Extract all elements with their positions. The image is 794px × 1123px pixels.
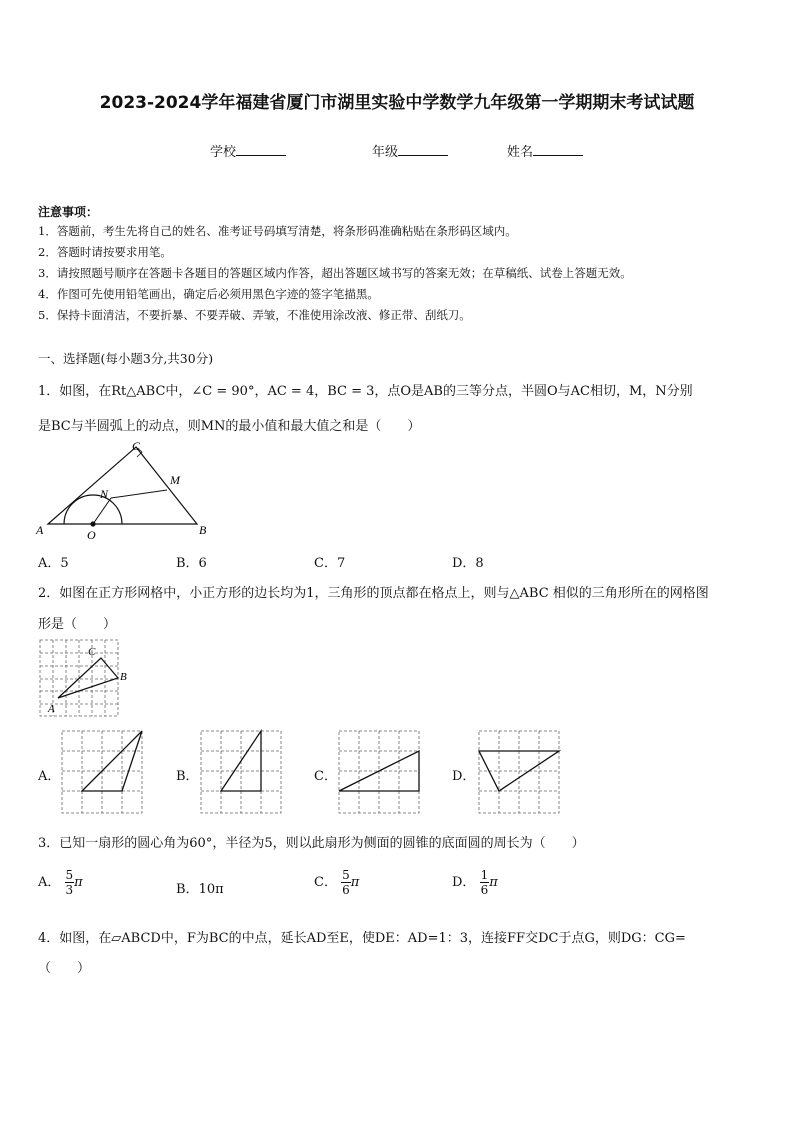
q1-text-line1: 1．如图，在Rt△ABC中，∠C = 90°，AC = 4，BC = 3，点O是AB的三等分点，半圆O与AC相切，M，N分别 <box>38 384 693 399</box>
q2-option-a[interactable]: A． <box>38 769 61 784</box>
q3-option-a-letter: A． <box>38 875 61 890</box>
q1-label-b: B <box>199 523 207 537</box>
q1-option-a[interactable]: A．5 <box>38 556 69 571</box>
section-heading: 一、选择题(每小题3分,共30分) <box>38 351 214 366</box>
q1-option-c[interactable]: C．7 <box>314 556 346 571</box>
q2-option-b-grid[interactable] <box>199 728 283 816</box>
q2-option-b[interactable]: B． <box>176 769 199 784</box>
pi-symbol: π <box>350 875 360 890</box>
q2-label-b: B <box>120 671 127 683</box>
q3-option-d-letter: D． <box>452 875 476 890</box>
q1-option-d[interactable]: D．8 <box>452 556 484 571</box>
q2-figure <box>38 638 134 718</box>
q2-text-line2: 形是（ ） <box>38 617 117 632</box>
q2-option-d-grid[interactable] <box>477 728 561 816</box>
q2-option-c[interactable]: C． <box>314 769 337 784</box>
denominator: 6 <box>480 883 489 897</box>
q3-option-b-value: 10π <box>198 882 224 897</box>
q3-option-c-letter: C． <box>314 875 337 890</box>
q2-label-c: C <box>88 646 96 658</box>
q3-option-d[interactable] <box>452 868 498 897</box>
notice-item: 5．保持卡面清洁，不要折暴、不要弄破、弄皱，不准使用涂改液、修正带、刮纸刀。 <box>38 308 471 322</box>
name-label: 姓名 <box>507 145 534 160</box>
school-field[interactable] <box>210 141 286 160</box>
q2-option-d[interactable]: D． <box>452 769 476 784</box>
q4-text-line2: （ ） <box>38 961 91 976</box>
q2-label-a: A <box>48 703 55 715</box>
grade-field[interactable] <box>372 141 448 160</box>
q1-label-o: O <box>87 528 96 542</box>
notice-item: 2．答题时请按要求用笔。 <box>38 245 172 259</box>
q4-text-line1: 4．如图，在▱ABCD中，F为BC的中点，延长AD至E，使DE：AD=1：3，连接FF交DC于点G，则DG：CG= <box>38 931 686 946</box>
q3-option-a[interactable] <box>38 868 83 897</box>
name-field[interactable] <box>507 141 583 160</box>
q1-figure <box>34 436 214 542</box>
page-title: 2023-2024学年福建省厦门市湖里实验中学数学九年级第一学期期末考试试题 <box>99 93 695 113</box>
notice-item: 4．作图可先使用铅笔画出，确定后必须用黑色字迹的签字笔描黑。 <box>38 287 379 301</box>
denominator: 6 <box>342 883 350 897</box>
notice-item: 1．答题前，考生先将自己的姓名、准考证号码填写清楚，将条形码准确粘贴在条形码区域内。 <box>38 224 517 238</box>
q3-option-b[interactable] <box>176 878 224 897</box>
q1-label-m: M <box>170 473 180 487</box>
q3-option-c[interactable] <box>314 868 359 897</box>
denominator: 3 <box>65 883 74 897</box>
numerator: 5 <box>65 868 74 882</box>
school-label: 学校 <box>210 145 237 160</box>
q2-option-c-grid[interactable] <box>337 728 421 816</box>
notice-item: 3．请按照题号顺序在答题卡各题目的答题区域内作答，超出答题区域书写的答案无效；在草稿纸、试卷上答题无效。 <box>38 266 632 280</box>
fraction <box>341 868 351 897</box>
numerator: 5 <box>342 868 350 882</box>
q1-label-a: A <box>36 523 44 537</box>
grade-label: 年级 <box>372 145 399 160</box>
q1-option-b[interactable]: B．6 <box>176 556 207 571</box>
pi-symbol: π <box>74 875 83 890</box>
q1-label-n: N <box>100 487 109 501</box>
fraction <box>65 868 75 897</box>
numerator: 1 <box>480 868 489 882</box>
q3-option-b-letter: B． <box>176 882 199 897</box>
notice-heading: 注意事项： <box>38 205 99 219</box>
pi-symbol: π <box>489 875 498 890</box>
q2-option-a-grid[interactable] <box>60 728 144 816</box>
q1-label-c: C <box>132 439 141 453</box>
q1-text-line2: 是BC与半圆弧上的动点，则MN的最小值和最大值之和是（ ） <box>38 419 421 434</box>
q3-text-line1: 3．已知一扇形的圆心角为60°，半径为5，则以此扇形为侧面的圆锥的底面圆的周长为（ ） <box>38 836 585 851</box>
q2-text-line1: 2．如图在正方形网格中，小正方形的边长均为1，三角形的顶点都在格点上，则与△ABC 相似的三角形所在的网格图 <box>38 586 709 601</box>
fraction <box>480 868 490 897</box>
